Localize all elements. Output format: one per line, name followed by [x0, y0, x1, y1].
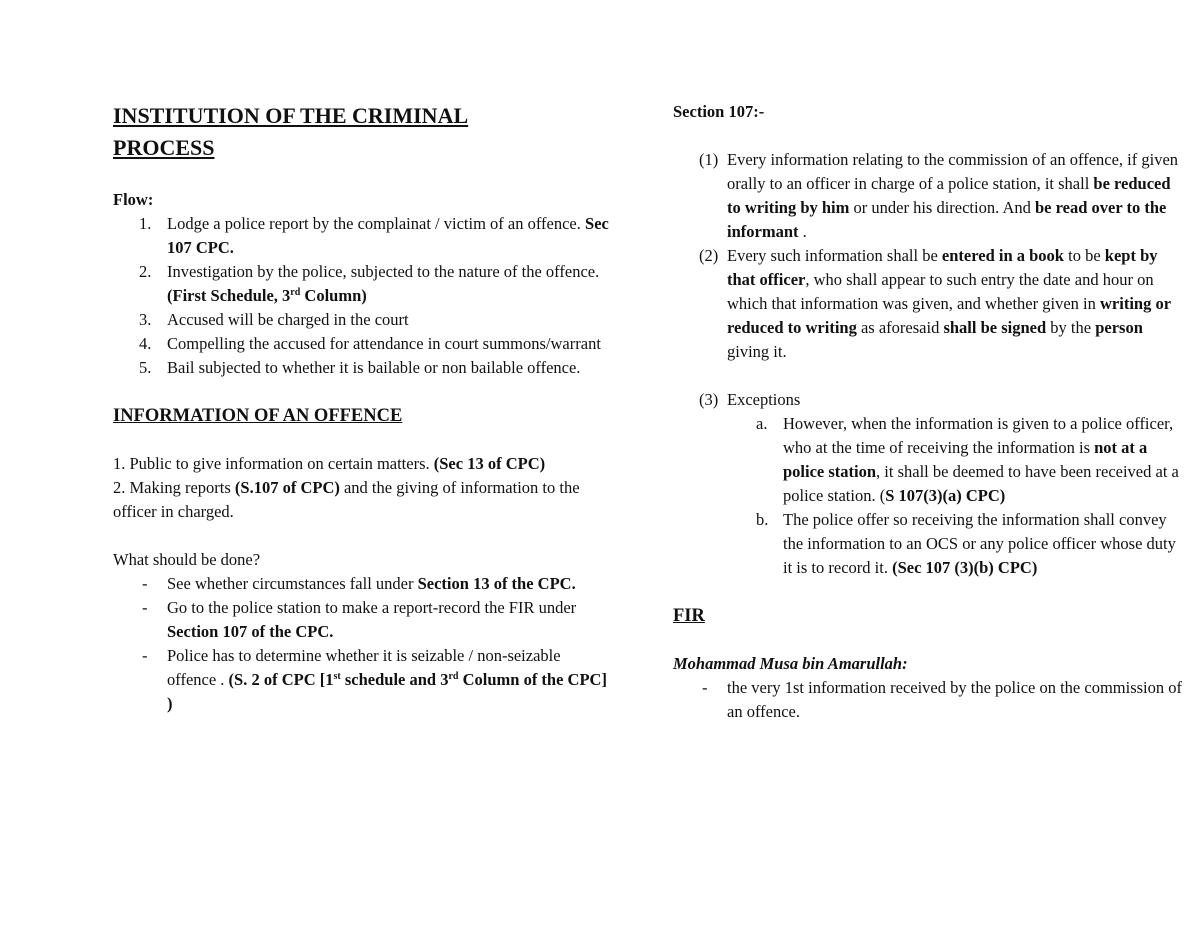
list-item: 3. Accused will be charged in the court — [139, 310, 409, 329]
list-item: (2) Every such information shall be entered in a book to be kept by that officer, who shall appear to such entry the date and hour on which that information was given, and whether given in writing or reduced to writing as aforesaid shall be signed by the person giving it. — [699, 246, 1171, 361]
section-107-list — [673, 148, 1185, 364]
case-points — [673, 676, 1185, 724]
exceptions-list — [673, 412, 1185, 580]
list-item: - the very 1st information received by the police on the commission of an offence. — [702, 678, 1183, 721]
list-item: (1) Every information relating to the commission of an offence, if given orally to an officer in charge of a police station, it shall be reduced to writing by him or under his direction. And be read over to the informant . — [699, 150, 1179, 241]
list-item: a. However, when the information is given to a police officer, who at the time of receiving the information is not at a police station, it shall be deemed to have been received at a police station. (S 107(3)(a) CPC) — [756, 414, 1179, 505]
case-name: Mohammad Musa bin Amarullah: — [673, 654, 908, 673]
what-list — [113, 572, 613, 716]
info-point-2: 2. Making reports (S.107 of CPC) and the giving of information to the officer in charged. — [113, 478, 580, 521]
list-item: 5. Bail subjected to whether it is bailable or non bailable offence. — [139, 358, 581, 377]
fir-heading: FIR — [673, 606, 705, 626]
section-label: Section 107:- — [673, 102, 765, 121]
flow-label: Flow: — [113, 190, 154, 209]
list-item: - Go to the police station to make a report-record the FIR under Section 107 of the CPC. — [142, 598, 577, 641]
info-point-1: 1. Public to give information on certain matters. (Sec 13 of CPC) — [113, 454, 546, 473]
list-item: 4. Compelling the accused for attendance in court summons/warrant — [139, 334, 601, 353]
right-column — [673, 100, 1185, 724]
list-item: - See whether circumstances fall under Section 13 of the CPC. — [142, 574, 576, 593]
what-label: What should be done? — [113, 550, 261, 569]
list-item: b. The police offer so receiving the information shall convey the information to an OCS or any police officer whose duty it is to record it. (Sec 107 (3)(b) CPC) — [756, 510, 1176, 577]
list-item: (3) Exceptions — [699, 390, 801, 409]
page-title: INSTITUTION OF THE CRIMINAL PROCESS — [113, 103, 469, 160]
flow-list — [113, 212, 613, 380]
left-column — [113, 100, 613, 716]
info-heading: INFORMATION OF AN OFFENCE — [113, 406, 403, 426]
list-item: 1. Lodge a police report by the complainat / victim of an offence. Sec 107 CPC. — [139, 214, 609, 257]
exceptions-item — [673, 388, 1185, 412]
list-item: 2. Investigation by the police, subjected to the nature of the offence. (First Schedule, 3rd Column) — [139, 262, 600, 305]
list-item: - Police has to determine whether it is seizable / non-seizable offence . (S. 2 of CPC [1st schedule and 3rd Column of the CPC] ) — [142, 646, 607, 713]
